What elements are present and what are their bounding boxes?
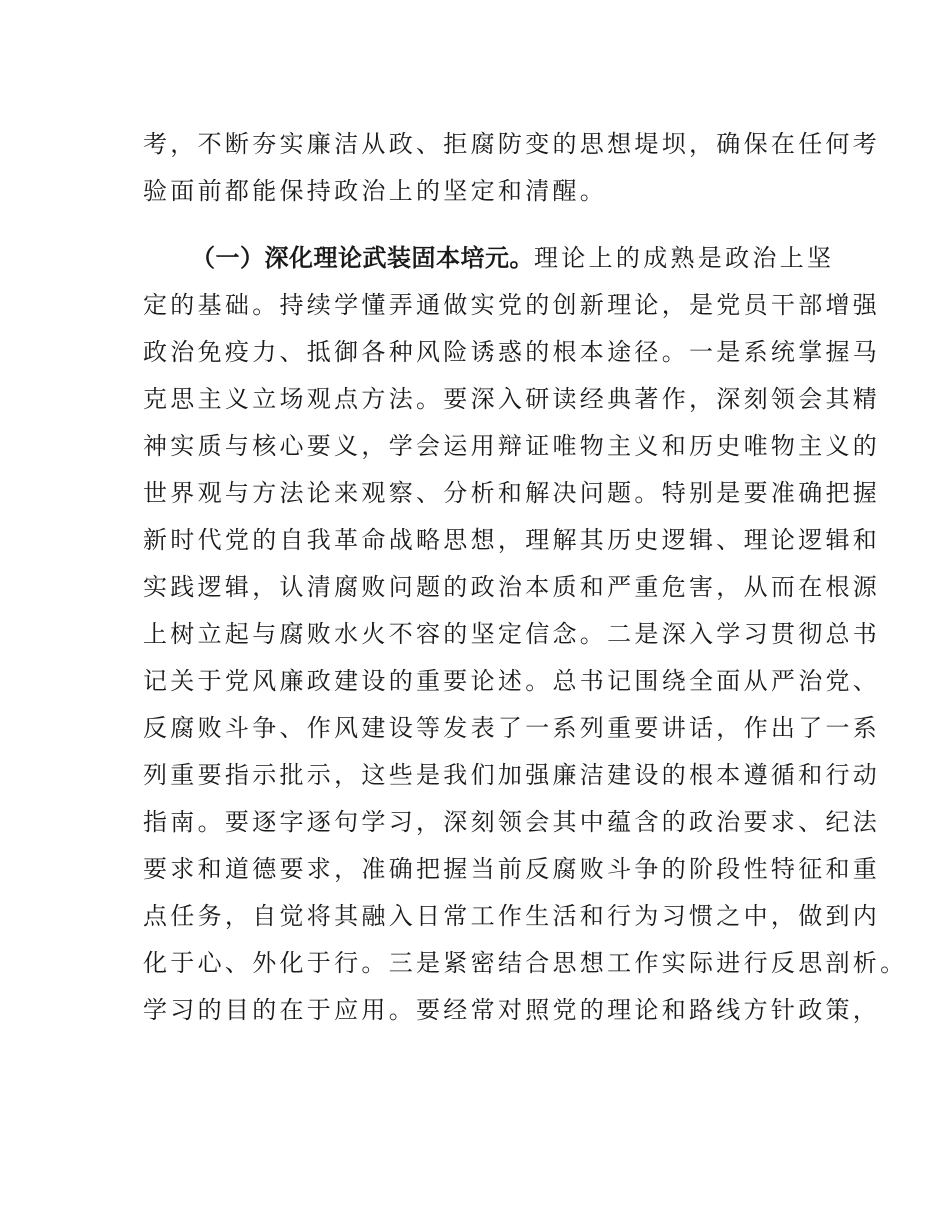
text-line: 列重要指示批示，这些是我们加强廉洁建设的根本遵循和行动 (143, 761, 881, 789)
paragraph-first-line (143, 235, 835, 282)
text-line: 记关于党风廉政建设的重要论述。总书记围绕全面从严治党、 (143, 667, 881, 695)
text-line: 反腐败斗争、作风建设等发表了一系列重要讲话，作出了一系 (143, 714, 881, 742)
text-line: 新时代党的自我革命战略思想，理解其历史逻辑、理论逻辑和 (143, 526, 881, 554)
text-line: 指南。要逐字逐句学习，深刻领会其中蕴含的政治要求、纪法 (143, 808, 881, 836)
text-run: 理论上的成熟是政治上坚 (534, 244, 835, 272)
text-line: 上树立起与腐败水火不容的坚定信念。二是深入学习贯彻总书 (143, 620, 881, 648)
text-line: 验面前都能保持政治上的坚定和清醒。 (143, 177, 608, 205)
text-line: 要求和道德要求，准确把握当前反腐败斗争的阶段性特征和重 (143, 855, 881, 883)
text-line: 世界观与方法论来观察、分析和解决问题。特别是要准确把握 (143, 479, 881, 507)
paragraph-theory-section (143, 235, 908, 1034)
section-heading: （一）深化理论武装固本培元。 (191, 244, 534, 272)
text-line: 点任务，自觉将其融入日常工作生活和行为习惯之中，做到内 (143, 902, 881, 930)
text-line: 学习的目的在于应用。要经常对照党的理论和路线方针政策， (143, 996, 881, 1024)
text-line: 化于心、外化于行。三是紧密结合思想工作实际进行反思剖析。 (143, 949, 908, 977)
text-line: 克思主义立场观点方法。要深入研读经典著作，深刻领会其精 (143, 385, 881, 413)
paragraph-continuation (143, 121, 881, 215)
text-line: 考，不断夯实廉洁从政、拒腐防变的思想堤坝，确保在任何考 (143, 130, 881, 158)
text-line: 定的基础。持续学懂弄通做实党的创新理论，是党员干部增强 (143, 291, 881, 319)
text-line: 神实质与核心要义，学会运用辩证唯物主义和历史唯物主义的 (143, 432, 881, 460)
text-line: 实践逻辑，认清腐败问题的政治本质和严重危害，从而在根源 (143, 573, 881, 601)
text-line: 政治免疫力、抵御各种风险诱惑的根本途径。一是系统掌握马 (143, 338, 881, 366)
